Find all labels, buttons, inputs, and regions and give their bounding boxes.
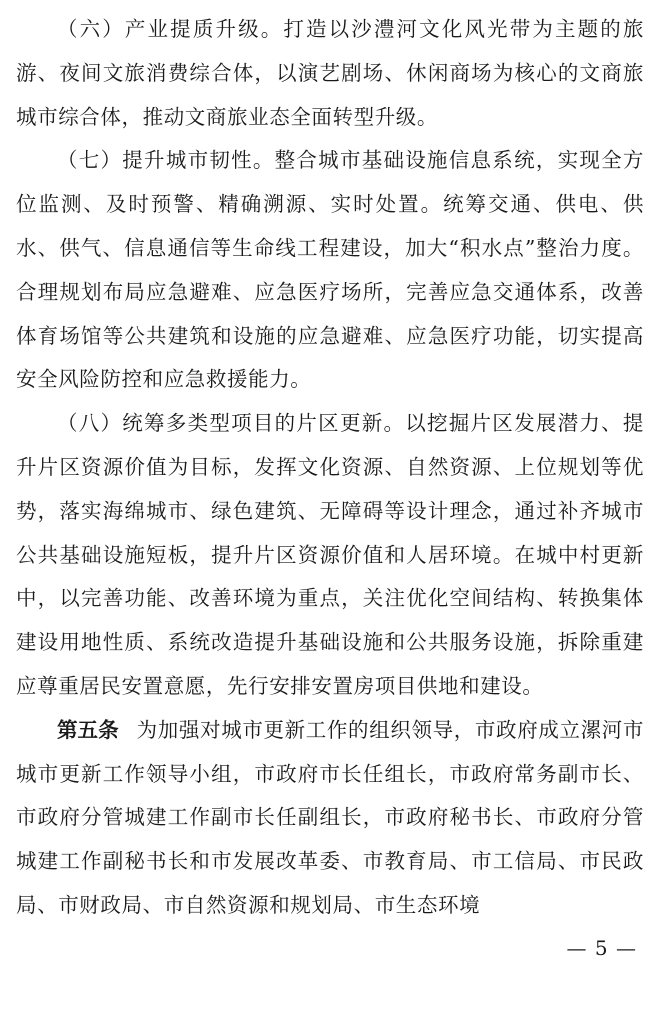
document-page bbox=[16, 8, 644, 928]
article-number: 第五条 bbox=[57, 717, 119, 742]
paragraph-article-five bbox=[16, 709, 644, 928]
paragraph-industry-upgrade: （六）产业提质升级。打造以沙澧河文化风光带为主题的旅游、夜间文旅消费综合体，以演艺剧场、休闲商场为核心的文商旅城市综合体，推动文商旅业态全面转型升级。 bbox=[16, 17, 644, 129]
page-number: — 5 — bbox=[566, 936, 637, 960]
paragraph-city-resilience: （七）提升城市韧性。整合城市基础设施信息系统，实现全方位监测、及时预警、精确溯源、实时处置。统筹交通、供电、供水、供气、信息通信等生命线工程建设，加大“积水点”整治力度。合理规划布局应急避难、应急医疗场所，完善应急交通体系，改善体育场馆等公共建筑和设施的应急避难、应急医疗功能，切实提高安全风险防控和应急救援能力。 bbox=[16, 148, 644, 392]
paragraph-district-renewal: （八）统筹多类型项目的片区更新。以挖掘片区发展潜力、提升片区资源价值为目标，发挥文化资源、自然资源、上位规划等优势，落实海绵城市、绿色建筑、无障碍等设计理念，通过补齐城市公共基础设施短板，提升片区资源价值和人居环境。在城中村更新中，以完善功能、改善环境为重点，关注优化空间结构、转换集体建设用地性质、系统改造提升基础设施和公共服务设施，拆除重建应尊重居民安置意愿，先行安排安置房项目供地和建设。 bbox=[16, 411, 644, 698]
article-five-text: 为加强对城市更新工作的组织领导，市政府成立漯河市城市更新工作领导小组，市政府市长任组长，市政府常务副市长、市政府分管城建工作副市长任副组长，市政府秘书长、市政府分管城建工作副秘书长和市发展改革委、市教育局、市工信局、市民政局、市财政局、市自然资源和规划局、市生态环境 bbox=[16, 717, 645, 917]
